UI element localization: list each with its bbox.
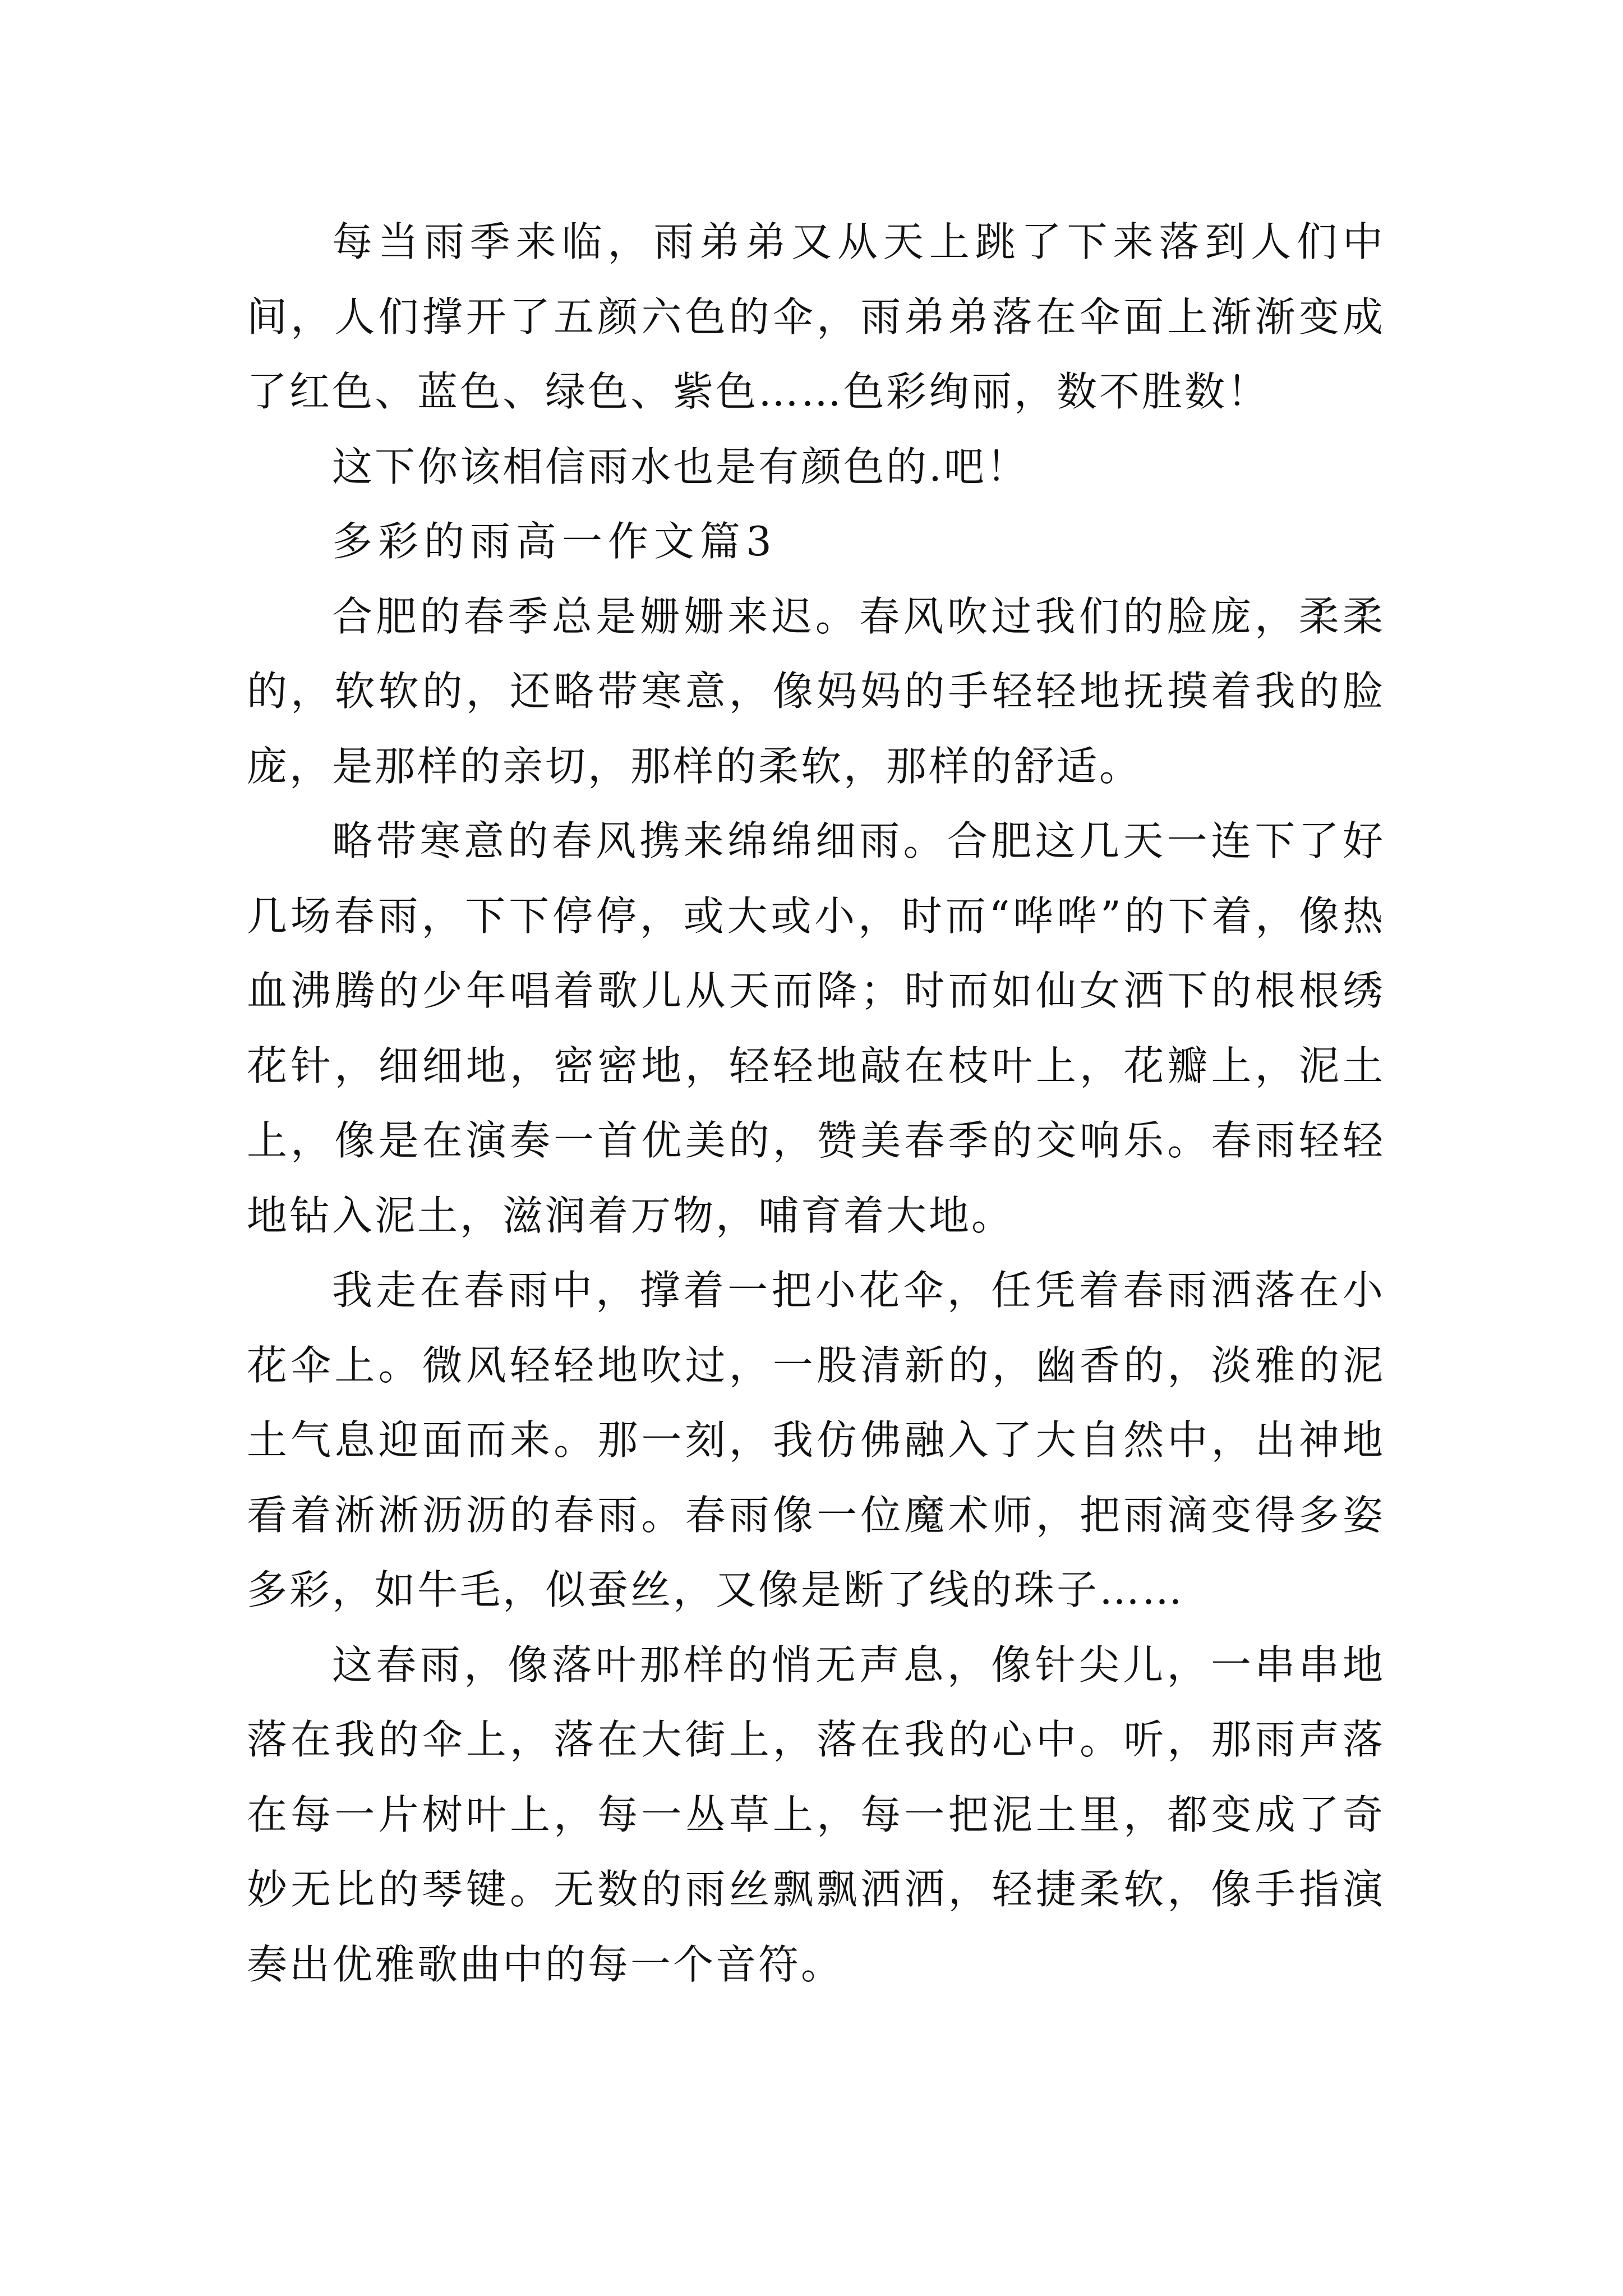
paragraph: 这春雨，像落叶那样的悄无声息，像针尖儿，一串串地落在我的伞上，落在大街上，落在我的心中。听，那雨声落在每一片树叶上，每一丛草上，每一把泥土里，都变成了奇妙无比的琴键。无数的雨丝飘飘洒洒，轻捷柔软，像手指演奏出优雅歌曲中的每一个音符。 xyxy=(247,1641,1385,1988)
paragraph: 略带寒意的春风携来绵绵细雨。合肥这几天一连下了好几场春雨，下下停停，或大或小，时而“哗哗”的下着，像热血沸腾的少年唱着歌儿从天而降；时而如仙女洒下的根根绣花针，细细地，密密地，轻轻地敲在枝叶上，花瓣上，泥土上，像是在演奏一首优美的，赞美春季的交响乐。春雨轻轻地钻入泥土，滋润着万物，哺育着大地。 xyxy=(247,817,1385,1239)
paragraph: 每当雨季来临，雨弟弟又从天上跳了下来落到人们中间，人们撑开了五颜六色的伞，雨弟弟落在伞面上渐渐变成了红色、蓝色、绿色、紫色……色彩绚丽，数不胜数！ xyxy=(247,218,1385,415)
section-heading: 多彩的雨高一作文篇3 xyxy=(332,518,777,565)
document-body xyxy=(247,205,1385,2002)
paragraph: 合肥的春季总是姗姗来迟。春风吹过我们的脸庞，柔柔的，软软的，还略带寒意，像妈妈的手轻轻地抚摸着我的脸庞，是那样的亲切，那样的柔软，那样的舒适。 xyxy=(247,592,1385,790)
paragraph: 这下你该相信雨水也是有颜色的.吧！ xyxy=(332,443,1029,490)
paragraph: 我走在春雨中，撑着一把小花伞，任凭着春雨洒落在小花伞上。微风轻轻地吹过，一股清新的，幽香的，淡雅的泥土气息迎面而来。那一刻，我仿佛融入了大自然中，出神地看着淅淅沥沥的春雨。春雨像一位魔术师，把雨滴变得多姿多彩，如牛毛，似蚕丝，又像是断了线的珠子…… xyxy=(247,1267,1385,1613)
